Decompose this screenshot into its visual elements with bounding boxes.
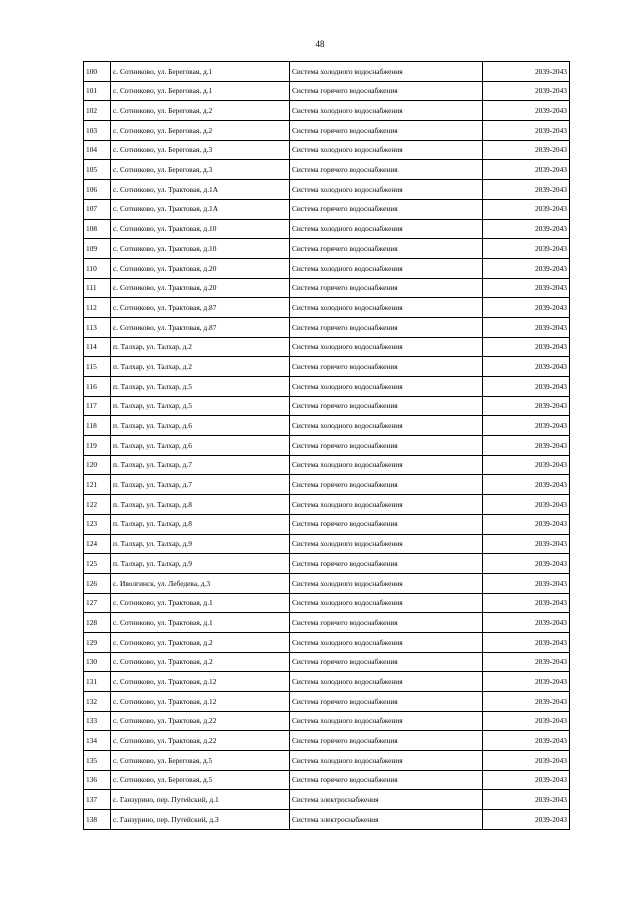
system-cell: Система горячего водоснабжения <box>290 239 483 259</box>
row-number-cell: 114 <box>84 337 111 357</box>
system-cell: Система горячего водоснабжения <box>290 396 483 416</box>
period-cell: 2039-2043 <box>483 770 570 790</box>
table-row <box>84 455 570 475</box>
table-row <box>84 396 570 416</box>
table-row <box>84 140 570 160</box>
row-number-cell: 115 <box>84 357 111 377</box>
row-number-cell: 103 <box>84 121 111 141</box>
address-cell: п. Талхар, ул. Талхар, д.6 <box>111 416 290 436</box>
address-cell: с. Сотниково, ул. Трактовая, д.87 <box>111 298 290 318</box>
period-cell: 2039-2043 <box>483 810 570 830</box>
period-cell: 2039-2043 <box>483 298 570 318</box>
address-cell: п. Талхар, ул. Талхар, д.5 <box>111 396 290 416</box>
period-cell: 2039-2043 <box>483 62 570 82</box>
row-number-cell: 133 <box>84 711 111 731</box>
row-number-cell: 116 <box>84 377 111 397</box>
system-cell: Система электроснабжения <box>290 790 483 810</box>
address-cell: с. Сотниково, ул. Береговая, д.5 <box>111 751 290 771</box>
address-cell: с. Сотниково, ул. Трактовая, д.87 <box>111 317 290 337</box>
row-number-cell: 138 <box>84 810 111 830</box>
period-cell: 2039-2043 <box>483 475 570 495</box>
address-cell: п. Талхар, ул. Талхар, д.9 <box>111 534 290 554</box>
table-row <box>84 632 570 652</box>
address-cell: с. Сотниково, ул. Береговая, д.5 <box>111 770 290 790</box>
period-cell: 2039-2043 <box>483 180 570 200</box>
table-row <box>84 534 570 554</box>
address-cell: с. Сотниково, ул. Трактовая, д.22 <box>111 711 290 731</box>
period-cell: 2039-2043 <box>483 711 570 731</box>
period-cell: 2039-2043 <box>483 652 570 672</box>
row-number-cell: 108 <box>84 219 111 239</box>
row-number-cell: 135 <box>84 751 111 771</box>
period-cell: 2039-2043 <box>483 278 570 298</box>
address-cell: п. Талхар, ул. Талхар, д.2 <box>111 337 290 357</box>
period-cell: 2039-2043 <box>483 101 570 121</box>
table-row <box>84 436 570 456</box>
address-cell: с. Сотниково, ул. Трактовая, д.1 <box>111 613 290 633</box>
row-number-cell: 120 <box>84 455 111 475</box>
system-cell: Система холодного водоснабжения <box>290 632 483 652</box>
table-row <box>84 790 570 810</box>
system-cell: Система горячего водоснабжения <box>290 357 483 377</box>
row-number-cell: 111 <box>84 278 111 298</box>
system-cell: Система горячего водоснабжения <box>290 436 483 456</box>
table-row <box>84 121 570 141</box>
row-number-cell: 132 <box>84 692 111 712</box>
system-cell: Система горячего водоснабжения <box>290 160 483 180</box>
period-cell: 2039-2043 <box>483 632 570 652</box>
system-cell: Система холодного водоснабжения <box>290 258 483 278</box>
period-cell: 2039-2043 <box>483 514 570 534</box>
system-cell: Система горячего водоснабжения <box>290 278 483 298</box>
row-number-cell: 122 <box>84 495 111 515</box>
row-number-cell: 128 <box>84 613 111 633</box>
row-number-cell: 102 <box>84 101 111 121</box>
address-cell: с. Сотниково, ул. Трактовая, д.20 <box>111 258 290 278</box>
address-cell: п. Талхар, ул. Талхар, д.7 <box>111 475 290 495</box>
table-row <box>84 810 570 830</box>
table-row <box>84 180 570 200</box>
row-number-cell: 104 <box>84 140 111 160</box>
system-cell: Система холодного водоснабжения <box>290 140 483 160</box>
row-number-cell: 101 <box>84 81 111 101</box>
address-cell: с. Сотниково, ул. Трактовая, д.12 <box>111 692 290 712</box>
system-cell: Система холодного водоснабжения <box>290 337 483 357</box>
buildings-table <box>83 61 570 830</box>
address-cell: с. Сотниково, ул. Трактовая, д.10 <box>111 219 290 239</box>
table-row <box>84 219 570 239</box>
table-row <box>84 416 570 436</box>
address-cell: п. Талхар, ул. Талхар, д.8 <box>111 514 290 534</box>
system-cell: Система электроснабжения <box>290 810 483 830</box>
table-row <box>84 672 570 692</box>
row-number-cell: 117 <box>84 396 111 416</box>
address-cell: с. Ганзурино, пер. Путейский, д.3 <box>111 810 290 830</box>
period-cell: 2039-2043 <box>483 81 570 101</box>
table-row <box>84 377 570 397</box>
table-row <box>84 81 570 101</box>
row-number-cell: 136 <box>84 770 111 790</box>
system-cell: Система горячего водоснабжения <box>290 81 483 101</box>
table-row <box>84 357 570 377</box>
period-cell: 2039-2043 <box>483 258 570 278</box>
system-cell: Система холодного водоснабжения <box>290 298 483 318</box>
table-row <box>84 514 570 534</box>
system-cell: Система холодного водоснабжения <box>290 534 483 554</box>
row-number-cell: 109 <box>84 239 111 259</box>
system-cell: Система горячего водоснабжения <box>290 317 483 337</box>
row-number-cell: 105 <box>84 160 111 180</box>
address-cell: с. Сотниково, ул. Трактовая, д.22 <box>111 731 290 751</box>
row-number-cell: 119 <box>84 436 111 456</box>
period-cell: 2039-2043 <box>483 436 570 456</box>
row-number-cell: 134 <box>84 731 111 751</box>
system-cell: Система холодного водоснабжения <box>290 593 483 613</box>
address-cell: с. Сотниково, ул. Трактовая, д.2 <box>111 632 290 652</box>
period-cell: 2039-2043 <box>483 554 570 574</box>
table-row <box>84 278 570 298</box>
system-cell: Система горячего водоснабжения <box>290 731 483 751</box>
period-cell: 2039-2043 <box>483 160 570 180</box>
system-cell: Система горячего водоснабжения <box>290 770 483 790</box>
address-cell: п. Талхар, ул. Талхар, д.9 <box>111 554 290 574</box>
address-cell: с. Сотниково, ул. Трактовая, д.1А <box>111 180 290 200</box>
table-row <box>84 554 570 574</box>
system-cell: Система холодного водоснабжения <box>290 377 483 397</box>
table-row <box>84 317 570 337</box>
system-cell: Система горячего водоснабжения <box>290 692 483 712</box>
row-number-cell: 127 <box>84 593 111 613</box>
address-cell: с. Сотниково, ул. Трактовая, д.12 <box>111 672 290 692</box>
row-number-cell: 107 <box>84 199 111 219</box>
address-cell: с. Сотниково, ул. Трактовая, д.10 <box>111 239 290 259</box>
system-cell: Система холодного водоснабжения <box>290 416 483 436</box>
system-cell: Система холодного водоснабжения <box>290 573 483 593</box>
address-cell: с. Сотниково, ул. Береговая, д.2 <box>111 101 290 121</box>
row-number-cell: 124 <box>84 534 111 554</box>
period-cell: 2039-2043 <box>483 239 570 259</box>
period-cell: 2039-2043 <box>483 140 570 160</box>
address-cell: п. Талхар, ул. Талхар, д.5 <box>111 377 290 397</box>
row-number-cell: 125 <box>84 554 111 574</box>
table-row <box>84 495 570 515</box>
table-row <box>84 337 570 357</box>
row-number-cell: 113 <box>84 317 111 337</box>
system-cell: Система горячего водоснабжения <box>290 652 483 672</box>
table-row <box>84 613 570 633</box>
period-cell: 2039-2043 <box>483 219 570 239</box>
period-cell: 2039-2043 <box>483 573 570 593</box>
table-row <box>84 475 570 495</box>
table-row <box>84 199 570 219</box>
period-cell: 2039-2043 <box>483 416 570 436</box>
table-row <box>84 731 570 751</box>
period-cell: 2039-2043 <box>483 731 570 751</box>
period-cell: 2039-2043 <box>483 593 570 613</box>
period-cell: 2039-2043 <box>483 357 570 377</box>
period-cell: 2039-2043 <box>483 317 570 337</box>
row-number-cell: 100 <box>84 62 111 82</box>
row-number-cell: 123 <box>84 514 111 534</box>
system-cell: Система горячего водоснабжения <box>290 121 483 141</box>
period-cell: 2039-2043 <box>483 377 570 397</box>
period-cell: 2039-2043 <box>483 455 570 475</box>
address-cell: с. Сотниково, ул. Береговая, д.1 <box>111 62 290 82</box>
period-cell: 2039-2043 <box>483 751 570 771</box>
table-row <box>84 652 570 672</box>
system-cell: Система горячего водоснабжения <box>290 554 483 574</box>
period-cell: 2039-2043 <box>483 396 570 416</box>
row-number-cell: 130 <box>84 652 111 672</box>
row-number-cell: 121 <box>84 475 111 495</box>
table-row <box>84 692 570 712</box>
system-cell: Система холодного водоснабжения <box>290 455 483 475</box>
system-cell: Система холодного водоснабжения <box>290 495 483 515</box>
period-cell: 2039-2043 <box>483 121 570 141</box>
system-cell: Система горячего водоснабжения <box>290 475 483 495</box>
table-body <box>84 62 570 830</box>
period-cell: 2039-2043 <box>483 672 570 692</box>
address-cell: с. Ганзурино, пер. Путейский, д.1 <box>111 790 290 810</box>
period-cell: 2039-2043 <box>483 199 570 219</box>
table-row <box>84 573 570 593</box>
table-row <box>84 258 570 278</box>
address-cell: с. Сотниково, ул. Береговая, д.3 <box>111 160 290 180</box>
system-cell: Система холодного водоснабжения <box>290 711 483 731</box>
address-cell: с. Сотниково, ул. Трактовая, д.1А <box>111 199 290 219</box>
row-number-cell: 129 <box>84 632 111 652</box>
address-cell: с. Иволгинск, ул. Лебедева, д.3 <box>111 573 290 593</box>
period-cell: 2039-2043 <box>483 692 570 712</box>
row-number-cell: 118 <box>84 416 111 436</box>
period-cell: 2039-2043 <box>483 337 570 357</box>
address-cell: с. Сотниково, ул. Береговая, д.2 <box>111 121 290 141</box>
period-cell: 2039-2043 <box>483 613 570 633</box>
period-cell: 2039-2043 <box>483 534 570 554</box>
table-row <box>84 298 570 318</box>
page-number: 48 <box>315 39 325 49</box>
table-row <box>84 711 570 731</box>
row-number-cell: 131 <box>84 672 111 692</box>
address-cell: п. Талхар, ул. Талхар, д.8 <box>111 495 290 515</box>
system-cell: Система холодного водоснабжения <box>290 219 483 239</box>
period-cell: 2039-2043 <box>483 495 570 515</box>
table-row <box>84 101 570 121</box>
table-row <box>84 62 570 82</box>
row-number-cell: 110 <box>84 258 111 278</box>
table-row <box>84 770 570 790</box>
system-cell: Система горячего водоснабжения <box>290 514 483 534</box>
address-cell: с. Сотниково, ул. Береговая, д.1 <box>111 81 290 101</box>
system-cell: Система холодного водоснабжения <box>290 101 483 121</box>
row-number-cell: 112 <box>84 298 111 318</box>
system-cell: Система холодного водоснабжения <box>290 672 483 692</box>
system-cell: Система горячего водоснабжения <box>290 199 483 219</box>
row-number-cell: 137 <box>84 790 111 810</box>
address-cell: с. Сотниково, ул. Трактовая, д.20 <box>111 278 290 298</box>
address-cell: с. Сотниково, ул. Трактовая, д.2 <box>111 652 290 672</box>
row-number-cell: 126 <box>84 573 111 593</box>
row-number-cell: 106 <box>84 180 111 200</box>
table-row <box>84 160 570 180</box>
system-cell: Система холодного водоснабжения <box>290 180 483 200</box>
address-cell: п. Талхар, ул. Талхар, д.7 <box>111 455 290 475</box>
address-cell: с. Сотниково, ул. Береговая, д.3 <box>111 140 290 160</box>
period-cell: 2039-2043 <box>483 790 570 810</box>
address-cell: п. Талхар, ул. Талхар, д.2 <box>111 357 290 377</box>
table-row <box>84 239 570 259</box>
table-row <box>84 751 570 771</box>
system-cell: Система холодного водоснабжения <box>290 62 483 82</box>
address-cell: с. Сотниково, ул. Трактовая, д.1 <box>111 593 290 613</box>
system-cell: Система холодного водоснабжения <box>290 751 483 771</box>
table-row <box>84 593 570 613</box>
address-cell: п. Талхар, ул. Талхар, д.6 <box>111 436 290 456</box>
system-cell: Система горячего водоснабжения <box>290 613 483 633</box>
